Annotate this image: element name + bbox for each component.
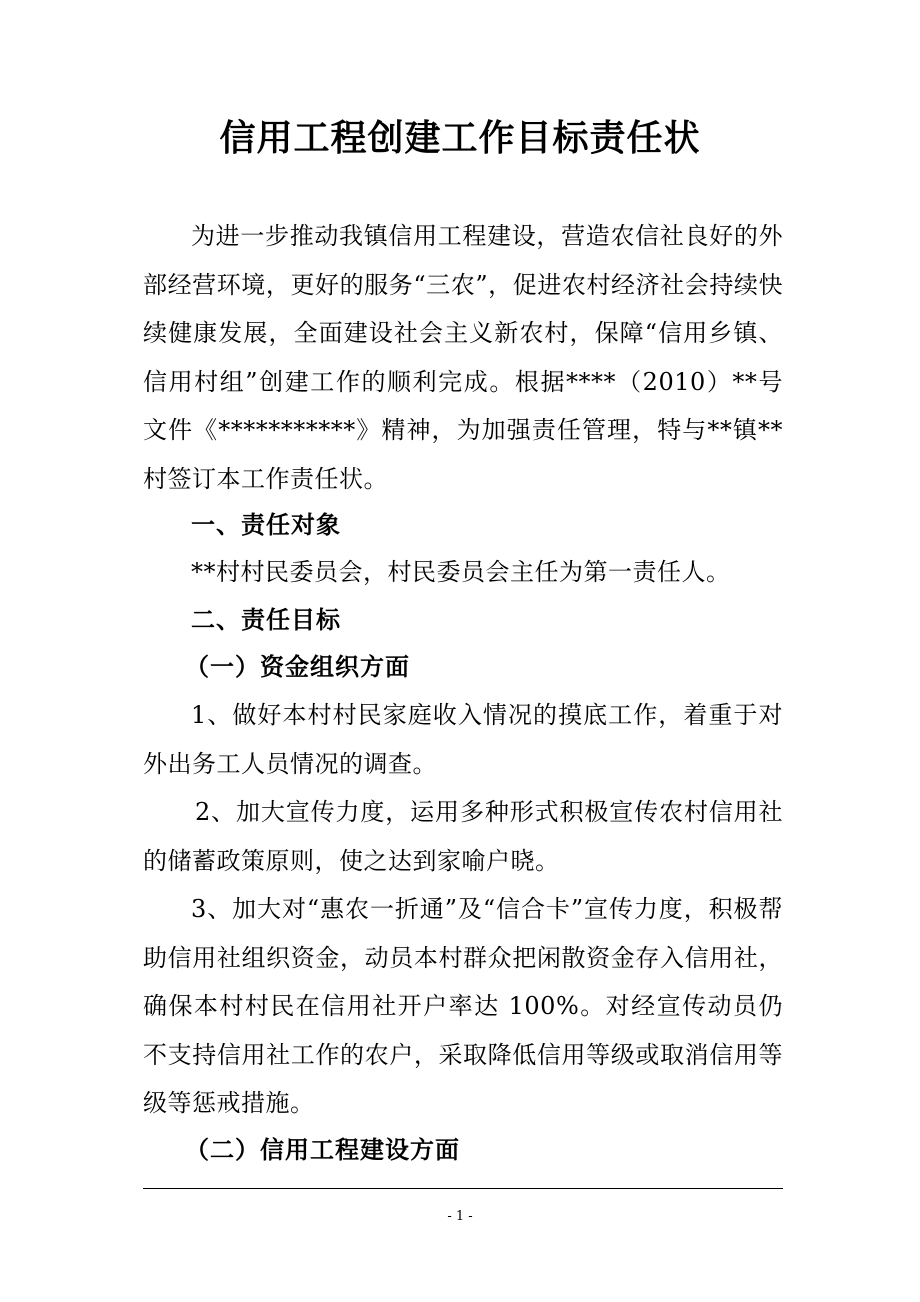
footer-divider (143, 1188, 783, 1189)
section-1-text: **村村民委员会，村民委员会主任为第一责任人。 (191, 558, 731, 586)
document-title: 信用工程创建工作目标责任状 (219, 117, 701, 159)
item-1-paragraph: 1、做好本村村民家庭收入情况的摸底工作，着重于对外出务工人员情况的调查。 (143, 701, 783, 778)
page-number: - 1 - (447, 1209, 473, 1224)
subsection-heading-2: （二）信用工程建设方面 (185, 1135, 460, 1164)
subsection-heading-1: （一）资金组织方面 (185, 652, 410, 681)
item-3-paragraph: 3、加大对“惠农一折通”及“信合卡”宣传力度，积极帮助信用社组织资金，动员本村群众把闲散资金存入信用社，确保本村村民在信用社开户率达 100%。对经宣传动员仍不支持信用社工作的农户，采取降低信用等级或取消信用等级等惩戒措施。 (143, 895, 783, 1117)
section-heading-2: 二、责任目标 (191, 605, 341, 634)
item-2-paragraph: 2、加大宣传力度，运用多种形式积极宣传农村信用社的储蓄政策原则，使之达到家喻户晓。 (143, 798, 783, 875)
section-heading-1: 一、责任对象 (191, 510, 341, 539)
intro-paragraph: 为进一步推动我镇信用工程建设，营造农信社良好的外部经营环境，更好的服务“三农”，促进农村经济社会持续快续健康发展，全面建设社会主义新农村，保障“信用乡镇、信用村组”创建工作的顺利完成。根据****（2010）**号文件《***********》精神，为加强责任管理，特与**镇**村签订本工作责任状。 (143, 222, 783, 493)
